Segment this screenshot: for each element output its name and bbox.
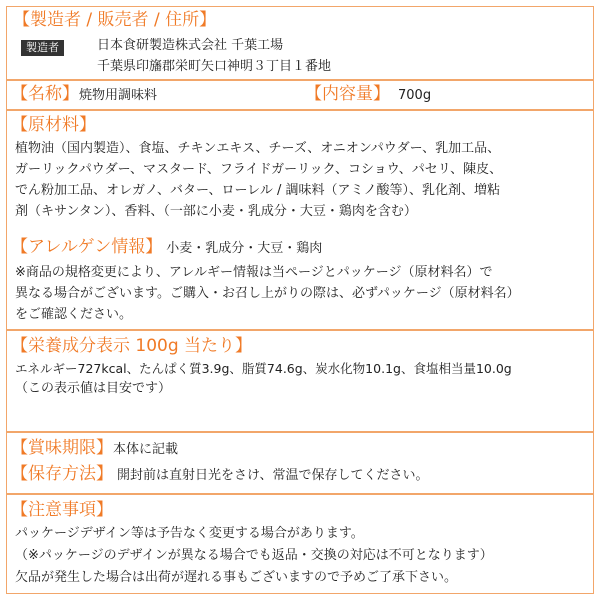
storage-row [11, 463, 428, 486]
divider [7, 431, 593, 433]
expiry-value: 本体に記載 [113, 442, 179, 457]
caution-heading: 【注意事項】 [11, 500, 113, 520]
caution-section [7, 497, 593, 593]
allergy-value: 小麦・乳成分・大豆・鶏肉 [166, 241, 323, 256]
expiry-row [11, 437, 178, 460]
info-panel [6, 6, 594, 594]
volume-heading: 【内容量】 [305, 84, 390, 104]
divider [7, 109, 593, 111]
expiry-heading: 【賞味期限】 [11, 438, 113, 458]
caution-line: 欠品が発生した場合は出荷が遅れる事もございますので予めご了承下さい。 [15, 570, 458, 585]
allergy-note: をご確認ください。 [15, 307, 133, 322]
volume-row [305, 83, 431, 106]
name-heading: 【名称】 [11, 84, 79, 104]
maker-company: 日本食研製造株式会社 千葉工場 [97, 38, 284, 53]
caution-line: （※パッケージのデザインが異なる場合でも返品・交換の対応は不可となります） [15, 548, 493, 563]
allergy-heading: 【アレルゲン情報】 [11, 237, 163, 257]
caution-line: パッケージデザイン等は予告なく変更する場合があります。 [15, 526, 364, 541]
name-row [11, 83, 157, 106]
maker-section [7, 9, 593, 77]
allergy-note: 異なる場合がございます。ご購入・お召し上がりの際は、必ずパッケージ（原材料名） [15, 286, 520, 301]
nutrition-note: （この表示値は目安です） [15, 381, 172, 396]
maker-address: 千葉県印旛郡栄町矢口神明３丁目１番地 [97, 59, 332, 74]
storage-value: 開封前は直射日光をさけ、常温で保存してください。 [117, 468, 429, 483]
divider [7, 79, 593, 81]
ingredients-line: 剤（キサンタン）、香料、（一部に小麦・乳成分・大豆・鶏肉を含む） [15, 204, 417, 219]
maker-heading: 【製造者 / 販売者 / 住所】 [13, 10, 217, 30]
ingredients-line: でん粉加工品、オレガノ、バター、ローレル / 調味料（アミノ酸等）、乳化剤、増粘 [15, 183, 501, 198]
name-value: 焼物用調味料 [79, 88, 158, 103]
divider [7, 329, 593, 331]
volume-value: 700g [398, 88, 432, 103]
allergy-note: ※商品の規格変更により、アレルギー情報は当ページとパッケージ（原材料名）で [15, 265, 493, 280]
divider [7, 493, 593, 495]
ingredients-section [7, 112, 593, 327]
expiry-storage-section [7, 435, 593, 491]
maker-tag [21, 37, 64, 56]
ingredients-line: ガーリックパウダー、マスタード、フライドガーリック、コショウ、パセリ、陳皮、 [15, 162, 503, 177]
nutrition-section [7, 333, 593, 433]
name-volume-section [7, 83, 593, 107]
maker-tag-label: 製造者 [21, 40, 64, 56]
allergy-row [11, 236, 322, 259]
nutrition-values: エネルギー727kcal、たんぱく質3.9g、脂質74.6g、炭水化物10.1g、食塩相当量10.0g [15, 361, 512, 376]
storage-heading: 【保存方法】 [11, 464, 113, 484]
ingredients-line: 植物油（国内製造）、食塩、チキンエキス、チーズ、オニオンパウダー、乳加工品、 [15, 141, 501, 156]
ingredients-heading: 【原材料】 [11, 115, 96, 135]
nutrition-heading: 【栄養成分表示 100g 当たり】 [11, 336, 253, 356]
